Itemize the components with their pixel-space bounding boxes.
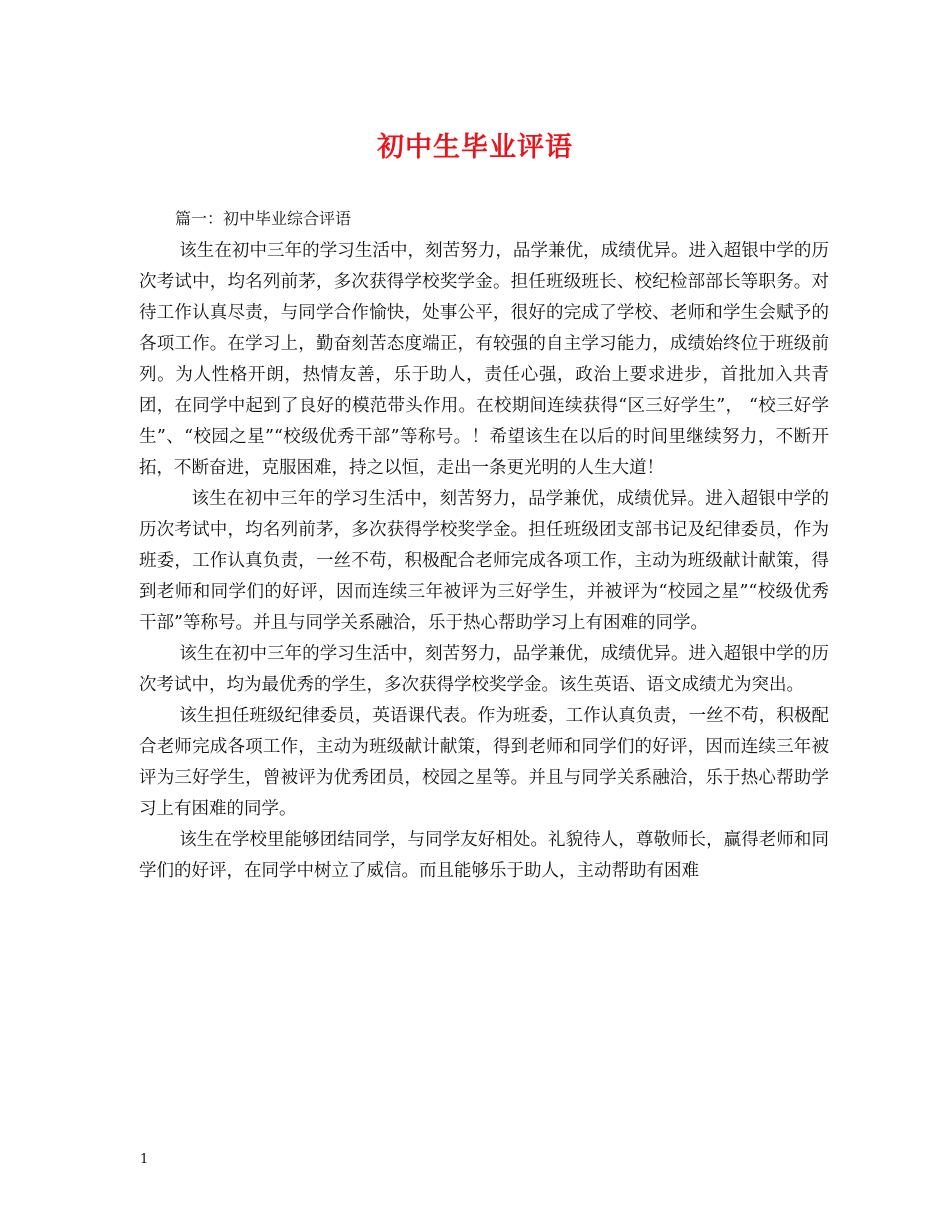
section-heading: 篇一：初中毕业综合评语: [175, 209, 352, 228]
page-number: 1: [140, 1152, 149, 1167]
paragraph-2: 该生在初中三年的学习生活中，刻苦努力，品学兼优，成绩优异。进入超银中学的历次考试中，均名列前茅，多次获得学校奖学金。担任班级团支部书记及纪律委员，作为班委，工作认真负责，一丝不苟，积极配合老师完成各项工作，主动为班级献计献策，得到老师和同学们的好评，因而连续三年被评为三好学生，并被评为“校园之星”“校级优秀干部”等称号。并且与同学关系融洽，乐于热心帮助学习上有困难的同学。: [139, 489, 829, 633]
body-text: [139, 236, 829, 887]
paragraph-4: 该生担任班级纪律委员，英语课代表。作为班委，工作认真负责，一丝不苟，积极配合老师完成各项工作，主动为班级献计献策，得到老师和同学们的好评，因而连续三年被评为三好学生，曾被评为优秀团员，校园之星等。并且与同学关系融洽，乐于热心帮助学习上有困难的同学。: [139, 706, 829, 819]
page-title: 初中生毕业评语: [377, 132, 573, 163]
paragraph-1: 该生在初中三年的学习生活中，刻苦努力，品学兼优，成绩优异。进入超银中学的历次考试中，均名列前茅，多次获得学校奖学金。担任班级班长、校纪检部部长等职务。对待工作认真尽责，与同学合作愉快，处事公平，很好的完成了学校、老师和学生会赋予的各项工作。在学习上，勤奋刻苦态度端正，有较强的自主学习能力，成绩始终位于班级前列。为人性格开朗，热情友善，乐于助人，责任心强，政治上要求进步，首批加入共青团，在同学中起到了良好的模范带头作用。在校期间连续获得“区三好学生”， “校三好学生”、“校园之星”“校级优秀干部”等称号。！希望该生在以后的时间里继续努力，不断开拓，不断奋进，克服困难，持之以恒，走出一条更光明的人生大道！: [139, 241, 829, 478]
paragraph-5: 该生在学校里能够团结同学，与同学友好相处。礼貌待人，尊敬师长，赢得老师和同学们的好评，在同学中树立了威信。而且能够乐于助人，主动帮助有困难: [139, 830, 829, 881]
paragraph-3: 该生在初中三年的学习生活中，刻苦努力，品学兼优，成绩优异。进入超银中学的历次考试中，均为最优秀的学生，多次获得学校奖学金。该生英语、语文成绩尤为突出。: [139, 644, 829, 695]
